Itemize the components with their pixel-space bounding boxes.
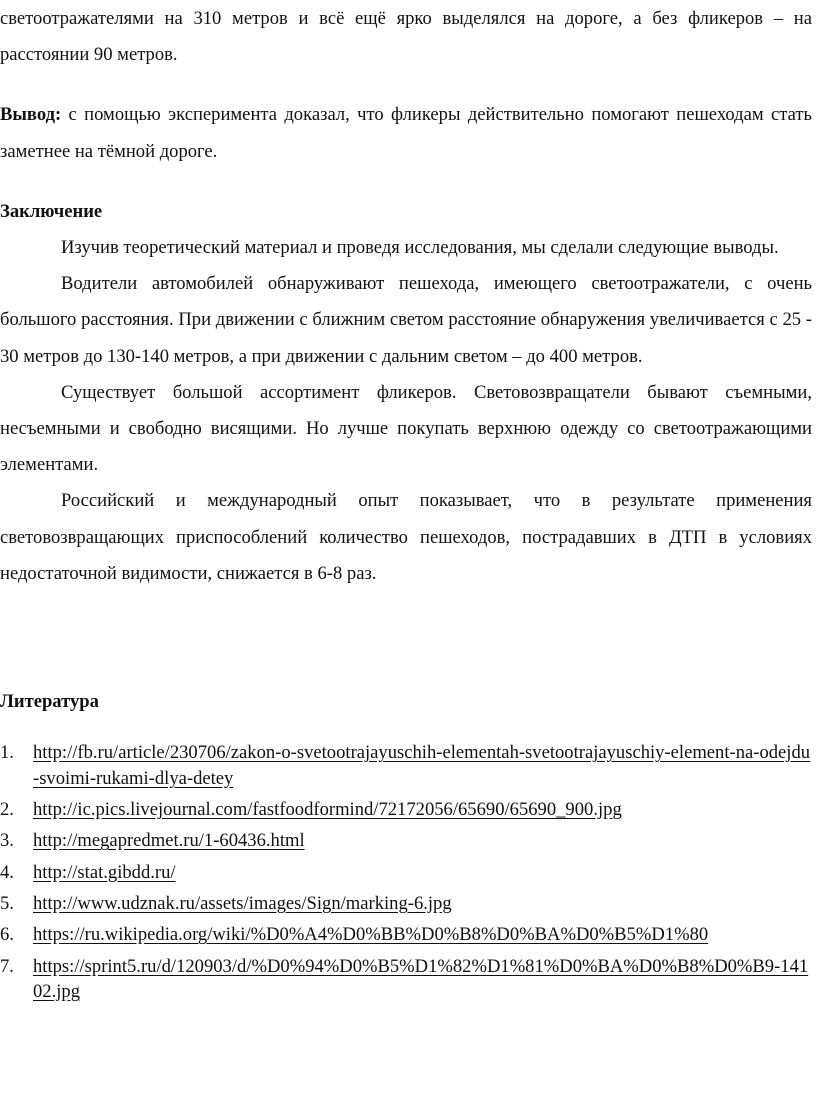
reference-number: 6. [0, 924, 14, 946]
heading-literature: Литература [0, 691, 99, 713]
list-item [0, 828, 812, 854]
conclusion-label: Вывод: [0, 104, 62, 126]
reference-number: 2. [0, 799, 14, 821]
paragraph-drivers-detection: Водители автомобилей обнаруживают пешехода, имеющего светоотражатели, с очень большого расстояния. При движении с ближним светом расстояние обнаружения увеличивается с 25 - 30 метров до 130-140 метров, а при движении с дальним светом – до 400 метров. [0, 273, 812, 367]
reference-link[interactable]: http://fb.ru/article/230706/zakon-o-svetootrajayuschih-elementah-svetootrajayuschiy-element-na-odejdu-svoimi-rukami-dlya-detey [33, 742, 811, 789]
list-item [0, 954, 812, 1005]
list-item [0, 891, 812, 917]
heading-conclusion: Заключение [0, 200, 103, 222]
list-item [0, 740, 812, 791]
reference-number: 4. [0, 861, 14, 883]
reference-link[interactable]: https://sprint5.ru/d/120903/d/%D0%94%D0%B5%D1%82%D1%81%D0%BA%D0%B8%D0%B9-14102.jpg [33, 955, 809, 1003]
reference-link[interactable]: http://ic.pics.livejournal.com/fastfoodformind/72172056/65690/65690_900.jpg [33, 799, 622, 821]
reference-number: 5. [0, 892, 14, 914]
reference-number: 1. [0, 742, 14, 764]
reference-link[interactable]: https://ru.wikipedia.org/wiki/%D0%A4%D0%BB%D0%B8%D0%BA%D0%B5%D1%80 [33, 924, 709, 946]
paragraph-experiment-result: светоотражателями на 310 метров и всё ещё ярко выделялся на дороге, а без фликеров – на расстоянии 90 метров. [0, 8, 812, 66]
reference-link[interactable]: http://megapredmet.ru/1-60436.html [33, 830, 305, 852]
reference-link[interactable]: http://stat.gibdd.ru/ [33, 861, 176, 883]
paragraph-study-intro: Изучив теоретический материал и проведя исследования, мы сделали следующие выводы. [61, 237, 779, 259]
conclusion-text: с помощью эксперимента доказал, что фликеры действительно помогают пешеходам стать заметнее на тёмной дороге. [0, 104, 812, 162]
reference-link[interactable]: http://www.udznak.ru/assets/images/Sign/marking-6.jpg [33, 892, 452, 914]
list-item [0, 797, 812, 823]
references-list [0, 740, 812, 1004]
paragraph-flicker-assortment: Существует большой ассортимент фликеров. Световозвращатели бывают съемными, несъемными и свободно висящими. Но лучше покупать верхнюю одежду со светоотражающими элементами. [0, 381, 812, 476]
list-item [0, 922, 812, 948]
reference-number: 7. [0, 955, 14, 977]
paragraph-conclusion-summary [0, 97, 812, 169]
list-item [0, 860, 812, 886]
reference-number: 3. [0, 830, 14, 852]
paragraph-experience: Российский и международный опыт показывает, что в результате применения световозвращающих приспособлений количество пешеходов, пострадавших в ДТП в условиях недостаточной видимости, снижается в 6-8 раз. [0, 490, 812, 584]
